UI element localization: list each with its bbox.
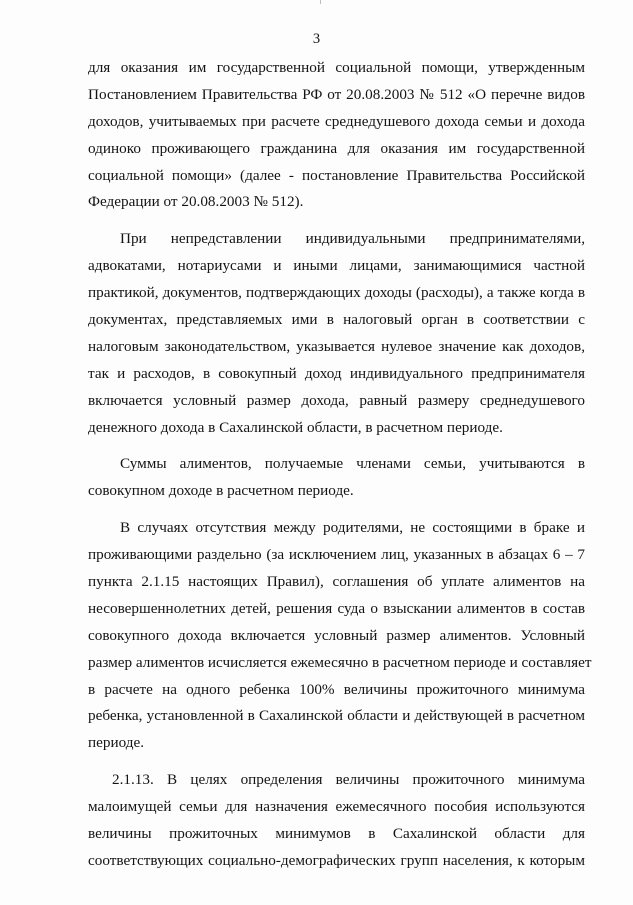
text-line: размер алиментов исчисляется ежемесячно в расчетном периоде и составляет [88,653,592,671]
text-line: одиноко проживающего гражданина для оказания им государственной [88,139,585,157]
text-line: для оказания им государственной социальной помощи, утвержденным [88,59,585,76]
text-line: малоимущей семьи для назначения ежемесячного пособия используются [88,798,585,816]
text-line: доходов, учитываемых при расчете среднедушевого дохода семьи и дохода [88,112,585,130]
text-line: пункта 2.1.15 настоящих Правил), соглашения об уплате алиментов на [88,573,585,591]
text-line: практикой, документов, подтверждающих доходы (расходы), а также когда в [88,284,585,302]
text-line: Постановлением Правительства РФ от 20.08.2003 № 512 «О перечне видов [88,85,585,103]
paragraph-4 [88,515,592,757]
text-line: документах, представляемых ими в налоговый орган в соответствии с [88,311,585,329]
text-line: в расчете на одного ребенка 100% величины прожиточного минимума [88,680,585,698]
text-line: совокупном доходе в расчетном периоде. [88,482,354,500]
text-line: налоговым законодательством, указывается нулевое значение как доходов, [88,337,585,355]
text-line: проживающими раздельно (за исключением лиц, указанных в абзацах 6 – 7 [88,546,585,564]
paragraph-2 [88,226,585,441]
text-line: При непредставлении индивидуальными предпринимателями, [120,230,585,248]
paragraph-3 [88,451,585,505]
text-line: периоде. [88,734,145,752]
text-line: величины прожиточных минимумов в Сахалинской области для [88,825,585,843]
text-line: включается условный размер дохода, равный размеру среднедушевого [88,391,585,409]
scan-edge-mark [320,0,321,4]
text-line: ребенка, установленной в Сахалинской области и действующей в расчетном [88,707,585,725]
text-line: В случаях отсутствия между родителями, не состоящими в браке и [120,519,585,537]
text-line: соответствующих социально-демографических групп населения, к которым [88,851,585,869]
text-line: денежного дохода в Сахалинской области, в расчетном периоде. [88,418,503,436]
text-line: Федерации от 20.08.2003 № 512). [88,193,304,211]
paragraph-1 [88,55,585,216]
text-line: несовершеннолетних детей, решения суда о взыскании алиментов в состав [88,599,585,617]
paragraph-5 [88,767,585,875]
page-number: 3 [312,31,321,47]
text-line: Суммы алиментов, получаемые членами семьи, учитываются в [120,455,585,473]
text-line: так и расходов, в совокупный доход индивидуального предпринимателя [88,364,585,382]
text-line: совокупного дохода включается условный размер алиментов. Условный [88,626,585,644]
text-line: адвокатами, нотариусами и иными лицами, занимающимися частной [88,257,585,275]
body-text [88,55,592,885]
text-line: 2.1.13. В целях определения величины прожиточного минимума [112,771,585,789]
text-line: социальной помощи» (далее - постановление Правительства Российской [88,166,585,184]
